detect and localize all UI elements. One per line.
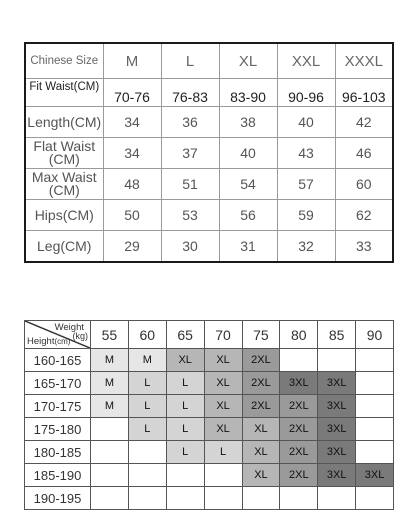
size-recommendation-cell: XL xyxy=(204,372,242,395)
weight-cell: 60 xyxy=(128,321,166,349)
height-row xyxy=(25,395,394,418)
measure-cell: 56 xyxy=(219,200,277,231)
size-recommendation-cell xyxy=(356,441,394,464)
size-recommendation-cell: L xyxy=(128,395,166,418)
size-recommendation-cell: L xyxy=(204,441,242,464)
height-label: 165-170 xyxy=(25,372,91,395)
size-recommendation-cell: 3XL xyxy=(318,441,356,464)
size-cell: XXL xyxy=(277,43,335,79)
weight-height-body xyxy=(25,349,394,510)
height-row xyxy=(25,441,394,464)
size-recommendation-cell: L xyxy=(166,418,204,441)
measure-cell: 60 xyxy=(335,169,393,200)
size-recommendation-cell xyxy=(280,487,318,510)
size-recommendation-cell: M xyxy=(128,349,166,372)
measure-cell: 37 xyxy=(161,138,219,169)
size-recommendation-cell xyxy=(128,441,166,464)
height-label: 180-185 xyxy=(25,441,91,464)
weight-cell: 70 xyxy=(204,321,242,349)
measure-cell: 40 xyxy=(277,107,335,138)
size-recommendation-cell: 2XL xyxy=(242,349,280,372)
size-recommendation-cell xyxy=(356,395,394,418)
weight-cell: 55 xyxy=(91,321,129,349)
size-recommendation-cell: XL xyxy=(242,418,280,441)
size-recommendation-cell xyxy=(128,464,166,487)
fit-waist-cell: 83-90 xyxy=(219,79,277,107)
size-recommendation-cell: 3XL xyxy=(318,464,356,487)
size-cell: XL xyxy=(219,43,277,79)
measure-cell: 46 xyxy=(335,138,393,169)
size-recommendation-cell xyxy=(91,418,129,441)
row-label: Max Waist (CM) xyxy=(25,169,103,200)
size-recommendation-cell xyxy=(356,487,394,510)
weight-cell: 75 xyxy=(242,321,280,349)
size-recommendation-cell: 3XL xyxy=(280,372,318,395)
fit-waist-cell: 90-96 xyxy=(277,79,335,107)
height-row xyxy=(25,349,394,372)
size-recommendation-cell: 3XL xyxy=(318,395,356,418)
size-recommendation-cell: XL xyxy=(204,395,242,418)
size-chart-table xyxy=(24,42,394,263)
leg-row xyxy=(25,231,393,263)
size-recommendation-cell xyxy=(280,349,318,372)
size-recommendation-cell: M xyxy=(91,349,129,372)
size-recommendation-cell: XL xyxy=(204,349,242,372)
height-row xyxy=(25,372,394,395)
size-recommendation-cell: M xyxy=(91,395,129,418)
size-recommendation-cell xyxy=(204,487,242,510)
size-recommendation-cell: 2XL xyxy=(242,395,280,418)
weight-cell: 85 xyxy=(318,321,356,349)
weight-cell: 80 xyxy=(280,321,318,349)
size-cell: M xyxy=(103,43,161,79)
size-recommendation-cell: 2XL xyxy=(280,418,318,441)
measure-cell: 50 xyxy=(103,200,161,231)
height-row xyxy=(25,418,394,441)
size-recommendation-cell xyxy=(166,464,204,487)
size-recommendation-cell: 3XL xyxy=(318,372,356,395)
height-label: 175-180 xyxy=(25,418,91,441)
max-waist-row xyxy=(25,169,393,200)
measure-cell: 54 xyxy=(219,169,277,200)
fit-waist-cell: 70-76 xyxy=(103,79,161,107)
height-row xyxy=(25,464,394,487)
height-label: 185-190 xyxy=(25,464,91,487)
measure-cell: 38 xyxy=(219,107,277,138)
weight-header-row xyxy=(25,321,394,349)
measure-cell: 51 xyxy=(161,169,219,200)
size-cell: L xyxy=(161,43,219,79)
size-recommendation-cell: L xyxy=(166,441,204,464)
measure-cell: 34 xyxy=(103,107,161,138)
height-label: 190-195 xyxy=(25,487,91,510)
size-recommendation-cell xyxy=(91,487,129,510)
flat-waist-row xyxy=(25,138,393,169)
corner-weight-label: Weight xyxy=(54,322,84,333)
row-label: Hips(CM) xyxy=(25,200,103,231)
hips-row xyxy=(25,200,393,231)
size-recommendation-cell: XL xyxy=(242,441,280,464)
size-recommendation-cell: M xyxy=(91,372,129,395)
fit-waist-row xyxy=(25,79,393,107)
size-recommendation-cell: 2XL xyxy=(280,395,318,418)
height-row xyxy=(25,487,394,510)
measure-cell: 31 xyxy=(219,231,277,263)
height-label: 170-175 xyxy=(25,395,91,418)
size-recommendation-cell: 3XL xyxy=(318,418,356,441)
size-recommendation-cell: XL xyxy=(166,349,204,372)
size-recommendation-cell: 3XL xyxy=(356,464,394,487)
size-recommendation-cell: L xyxy=(166,372,204,395)
size-recommendation-cell xyxy=(128,487,166,510)
measure-cell: 30 xyxy=(161,231,219,263)
size-recommendation-cell xyxy=(356,372,394,395)
measure-cell: 59 xyxy=(277,200,335,231)
size-cell: XXXL xyxy=(335,43,393,79)
weight-cell: 90 xyxy=(356,321,394,349)
row-label: Leg(CM) xyxy=(25,231,103,263)
row-label: Length(CM) xyxy=(25,107,103,138)
chinese-size-label: Chinese Size xyxy=(25,43,103,79)
measure-cell: 62 xyxy=(335,200,393,231)
size-recommendation-cell xyxy=(166,487,204,510)
size-recommendation-cell xyxy=(91,464,129,487)
corner-kg-label: (kg) xyxy=(72,331,88,341)
row-label: Flat Waist (CM) xyxy=(25,138,103,169)
size-recommendation-cell: L xyxy=(166,395,204,418)
size-recommendation-cell: 2XL xyxy=(280,441,318,464)
measure-cell: 34 xyxy=(103,138,161,169)
corner-cell xyxy=(25,321,91,349)
size-recommendation-cell: XL xyxy=(204,418,242,441)
size-recommendation-cell: XL xyxy=(242,464,280,487)
measure-cell: 57 xyxy=(277,169,335,200)
size-recommendation-cell: L xyxy=(128,418,166,441)
fit-waist-cell: 76-83 xyxy=(161,79,219,107)
size-recommendation-cell: 2XL xyxy=(242,372,280,395)
size-recommendation-cell: L xyxy=(128,372,166,395)
fit-waist-label: Fit Waist(CM) xyxy=(25,79,103,107)
weight-height-table xyxy=(24,320,394,510)
measure-cell: 43 xyxy=(277,138,335,169)
size-recommendation-cell xyxy=(356,418,394,441)
weight-cell: 65 xyxy=(166,321,204,349)
measure-cell: 48 xyxy=(103,169,161,200)
size-recommendation-cell xyxy=(91,441,129,464)
size-recommendation-cell xyxy=(318,349,356,372)
measure-cell: 33 xyxy=(335,231,393,263)
measure-cell: 53 xyxy=(161,200,219,231)
size-header-row xyxy=(25,43,393,79)
fit-waist-cell: 96-103 xyxy=(335,79,393,107)
measure-cell: 29 xyxy=(103,231,161,263)
measure-cell: 42 xyxy=(335,107,393,138)
size-recommendation-cell xyxy=(318,487,356,510)
measure-cell: 32 xyxy=(277,231,335,263)
measure-cell: 40 xyxy=(219,138,277,169)
length-row xyxy=(25,107,393,138)
size-recommendation-cell xyxy=(204,464,242,487)
size-recommendation-cell xyxy=(356,349,394,372)
size-recommendation-cell: 2XL xyxy=(280,464,318,487)
corner-height-label: Height(cm) xyxy=(27,336,71,347)
height-label: 160-165 xyxy=(25,349,91,372)
measure-cell: 36 xyxy=(161,107,219,138)
size-recommendation-cell xyxy=(242,487,280,510)
